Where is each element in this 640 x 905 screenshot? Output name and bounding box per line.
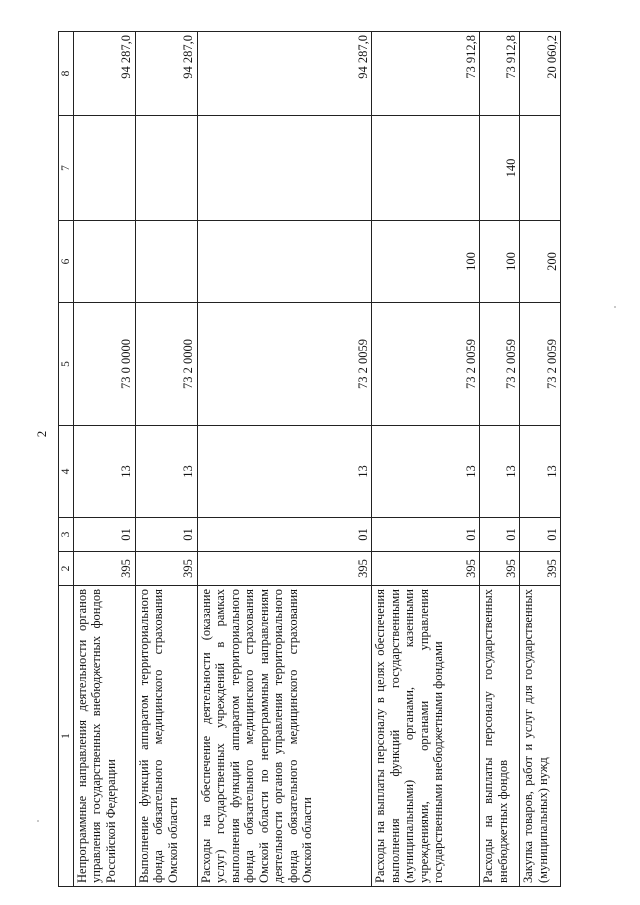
cell-expense-type — [73, 116, 135, 221]
cell-amount: 94 287,0 — [197, 32, 371, 116]
cell-target-article: 73 2 0059 — [372, 303, 480, 426]
cell-section: 01 — [135, 518, 197, 552]
row-name: Расходы на выплаты персоналу государственных внебюджетных фондов — [480, 586, 520, 887]
row-name: Выполнение функций аппаратом территориального фонда обязательного медицинского страхования Омской области — [135, 586, 197, 887]
cell-expense-group: 200 — [520, 221, 561, 303]
cell-target-article: 73 2 0000 — [135, 303, 197, 426]
table-row — [520, 32, 561, 887]
row-name: Расходы на выплаты персоналу в целях обеспечения выполнения функций государственными (муниципальными) органами, казенными учреждениями, органами управления государственными внебюджетными фондами — [372, 586, 480, 887]
cell-admin-code: 395 — [372, 552, 480, 586]
table-row — [197, 32, 371, 887]
table-row — [135, 32, 197, 887]
cell-target-article: 73 2 0059 — [197, 303, 371, 426]
header-cell: 7 — [59, 116, 74, 221]
cell-admin-code: 395 — [520, 552, 561, 586]
cell-expense-group — [135, 221, 197, 303]
cell-subsection: 13 — [372, 426, 480, 518]
header-cell: 3 — [59, 518, 74, 552]
table-area — [58, 32, 640, 883]
cell-subsection: 13 — [197, 426, 371, 518]
cell-expense-group — [197, 221, 371, 303]
scan-speck — [614, 306, 616, 308]
cell-admin-code: 395 — [197, 552, 371, 586]
page-number: 2 — [34, 430, 49, 438]
header-cell: 6 — [59, 221, 74, 303]
cell-subsection: 13 — [480, 426, 520, 518]
cell-section: 01 — [73, 518, 135, 552]
cell-expense-group — [73, 221, 135, 303]
cell-amount: 20 060,2 — [520, 32, 561, 116]
cell-target-article: 73 2 0059 — [520, 303, 561, 426]
cell-target-article: 73 2 0059 — [480, 303, 520, 426]
cell-expense-type — [197, 116, 371, 221]
header-cell: 2 — [59, 552, 74, 586]
cell-subsection: 13 — [135, 426, 197, 518]
cell-expense-group: 100 — [372, 221, 480, 303]
cell-section: 01 — [480, 518, 520, 552]
table-row — [372, 32, 480, 887]
cell-subsection: 13 — [73, 426, 135, 518]
cell-expense-type — [520, 116, 561, 221]
cell-expense-group: 100 — [480, 221, 520, 303]
cell-admin-code: 395 — [73, 552, 135, 586]
header-cell: 5 — [59, 303, 74, 426]
cell-section: 01 — [197, 518, 371, 552]
table-row — [480, 32, 520, 887]
cell-target-article: 73 0 0000 — [73, 303, 135, 426]
cell-section: 01 — [520, 518, 561, 552]
header-cell: 1 — [59, 586, 74, 887]
table-row — [73, 32, 135, 887]
cell-subsection: 13 — [520, 426, 561, 518]
table-header-row — [59, 32, 74, 887]
cell-expense-type — [372, 116, 480, 221]
cell-amount: 94 287,0 — [73, 32, 135, 116]
budget-table — [58, 31, 561, 887]
header-cell: 4 — [59, 426, 74, 518]
cell-admin-code: 395 — [135, 552, 197, 586]
scan-speck — [37, 820, 39, 822]
cell-admin-code: 395 — [480, 552, 520, 586]
cell-expense-type: 140 — [480, 116, 520, 221]
row-name: Непрограммные направления деятельности органов управления государственных внебюджетных фондов Российской Федерации — [73, 586, 135, 887]
header-cell: 8 — [59, 32, 74, 116]
cell-amount: 73 912,8 — [372, 32, 480, 116]
cell-amount: 73 912,8 — [480, 32, 520, 116]
row-name: Закупка товаров, работ и услуг для государственных (муниципальных) нужд — [520, 586, 561, 887]
cell-amount: 94 287,0 — [135, 32, 197, 116]
cell-section: 01 — [372, 518, 480, 552]
row-name: Расходы на обеспечение деятельности (оказание услуг) государственных учреждений в рамках выполнения функций аппаратом территориального фонда обязательного медицинского страхования Омской области по непрограммным направлениям деятельности органов управления территориального фонда обязательного медицинского страхования Омской области — [197, 586, 371, 887]
cell-expense-type — [135, 116, 197, 221]
